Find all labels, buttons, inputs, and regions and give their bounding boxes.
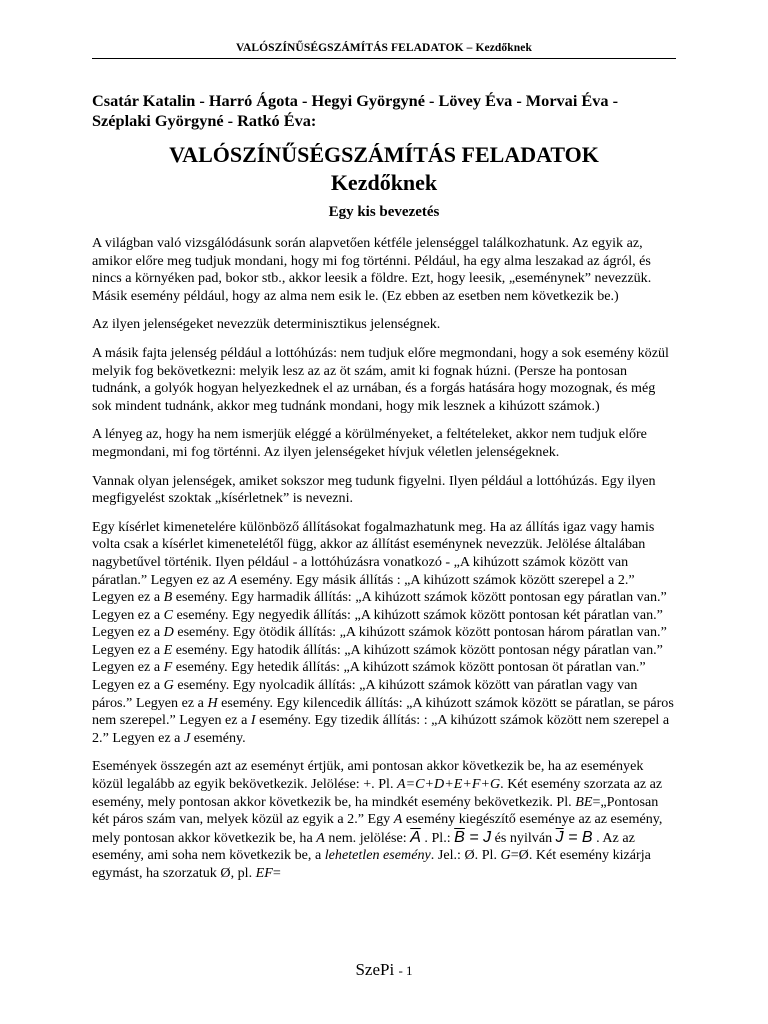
empty-set-symbol: Ø [464, 847, 475, 864]
p6-text: esemény. Egy másik állítás : „A kihúzott számok között szerepel a 2.” Legyen ez a [92, 571, 635, 606]
p6-text: esemény. Egy nyolcadik állítás: „A kihúzott számok között van páratlan vagy van páros.” Legyen ez a [92, 677, 638, 711]
impossible-event-term: lehetetlen esemény [324, 847, 431, 864]
footer-brand: SzePi [355, 960, 395, 979]
paragraph-2: Az ilyen jelenségeket nevezzük determinisztikus jelenségnek. [92, 316, 441, 333]
complement-a: $\overline{A}$ [410, 828, 421, 846]
event-g: G [163, 677, 174, 694]
p6-text: esemény. Egy ötödik állítás: „A kihúzott számok között pontosan három páratlan van.” Legyen ez a [92, 624, 667, 658]
product-ef: EF [255, 865, 273, 881]
event-e: E [163, 641, 173, 658]
complement-b: $\overline{B}$ [454, 828, 465, 846]
equals-j: = J [464, 828, 492, 846]
event-i: I [250, 712, 256, 729]
page-footer [0, 960, 768, 980]
p6-text: esemény. Egy tizedik állítás: : „A kihúzott számok között nem szerepel a 2.” Legyen ez a [92, 712, 670, 746]
authors-line-1: Csatár Katalin - Harró Ágota - Hegyi Györgyné - Lövey Éva - Morvai Éva - [92, 91, 619, 110]
equals-b: = B [563, 828, 593, 846]
event-a: A [393, 811, 403, 828]
p7-text: Események összegén azt az eseményt értjük, ami pontosan akkor következik be, ha az események közül legalább az egyik bekövetkezik. Jelölése: +. Pl. [92, 758, 644, 793]
p7-text: . Pl.: [420, 829, 455, 846]
event-f: F [163, 659, 173, 676]
p7-text: . Két esemény kizárja egymást, ha szorzatuk [92, 847, 651, 881]
product-be: BE [575, 793, 593, 810]
event-g: G [500, 847, 511, 864]
p6-text: Egy kísérlet kimenetelére különböző állításokat fogalmazhatunk meg. Ha az állítás igaz vagy hamis volta csak a kísérlet kimenetelétől függ, akkor az állítást eseménynek nevezzük. Jelölése általában nagybetűvel történik. Ilyen például - a lottóhúzásra vonatkozó - „A kihúzott számok között van páratlan.” Legyen ez az [92, 518, 655, 588]
p7-text: = [510, 847, 519, 864]
complement-j: $\overline{J}$ [555, 828, 564, 846]
event-h: H [207, 694, 218, 711]
p7-text: = [272, 865, 281, 881]
page-number: - 1 [398, 963, 413, 978]
paragraph-1: A világban való vizsgálódásunk során alapvetően kétféle jelenséggel találkozhatunk. Az egyik az, amikor előre meg tudjuk mondani, hogy mi fog történni. Például, ha egy alma leszakad az ágról, és nincs a környéken pad, bokor stb., akkor leesik a földre. Ezt, hogy leesik, „eseménynek” nevezzük. Másik esemény például, hogy az alma nem esik le. (Ez ebben az esetben nem következik be.) [92, 235, 652, 304]
title-line-2: Kezdőknek [330, 170, 438, 195]
event-b: B [163, 589, 173, 606]
p6-text: esemény. Egy kilencedik állítás: „A kihúzott számok között se páratlan, se páros nem szerepel.” Legyen ez a [92, 694, 674, 729]
event-a: A [316, 829, 325, 846]
p7-text: , pl. [230, 865, 256, 881]
section-heading: Egy kis bevezetés [328, 204, 440, 220]
authors [92, 91, 692, 131]
p7-text: és nyilván [491, 829, 556, 846]
paragraph-7 [92, 758, 678, 882]
p6-text: esemény. Egy hatodik állítás: „A kihúzott számok között pontosan négy páratlan van.” Legyen ez a [92, 641, 663, 676]
p6-text: esemény. [190, 729, 246, 746]
p7-text: . Pl. [474, 847, 501, 864]
p7-text: . Két esemény szorzata az az esemény, mely pontosan akkor következik be, ha mindkét esemény bekövetkezik. Pl. [92, 776, 663, 810]
empty-set-symbol: Ø [518, 847, 529, 864]
paragraph-4: A lényeg az, hogy ha nem ismerjük eléggé a körülményeket, a feltételeket, akkor nem tudjuk előre megmondani, mi fog történni. Az ilyen jelenségeket hívjuk véletlen jelenségeknek. [92, 426, 647, 460]
authors-line-2: Széplaki Györgyné - Ratkó Éva: [92, 111, 317, 130]
p6-text: esemény. Egy harmadik állítás: „A kihúzott számok között pontosan egy páratlan van.” Legyen ez a [92, 589, 667, 623]
paragraph-6 [92, 519, 678, 748]
p6-text: esemény. Egy negyedik állítás: „A kihúzott számok között pontosan két páratlan van.” Legyen ez a [92, 606, 663, 641]
p6-text: esemény. Egy hetedik állítás: „A kihúzott számok között pontosan öt páratlan van.” Legyen ez a [92, 659, 646, 694]
p7-text: =„Pontosan két páros szám van, melyek közül az egyik a 2.” Egy [92, 793, 659, 828]
running-header: VALÓSZÍNŰSÉGSZÁMÍTÁS FELADATOK – Kezdőknek [236, 42, 532, 54]
header-rule [92, 58, 676, 59]
p7-text: . Jel.: [430, 847, 465, 864]
paragraph-3: A másik fajta jelenség például a lottóhúzás: nem tudjuk előre megmondani, hogy a sok esemény közül melyik fog bekövetkezni: melyik lesz az az öt szám, amit ki fognak húzni. (Persze ha pontosan tudnánk, a golyók hogyan helyezkednek el az urnában, és a forgás hatására hogy mozognak, és még sok mindent tudnánk, akkor meg tudnánk mondani, hogy mik lesznek a kihúzott számok.) [92, 344, 669, 414]
paragraph-5: Vannak olyan jelenségek, amiket sokszor meg tudunk figyelni. Ilyen például a lottóhúzás. Egy ilyen megfigyelést szoktak „kísérletnek” is nevezni. [92, 472, 656, 507]
body-text [92, 235, 678, 894]
event-c: C [163, 606, 174, 623]
event-j: J [183, 729, 191, 746]
event-d: D [163, 624, 174, 641]
p7-text: esemény kiegészítő eseménye az az esemény, mely pontosan akkor következik be, ha [92, 811, 663, 846]
empty-set-symbol: Ø [220, 865, 231, 881]
title-line-1: VALÓSZÍNŰSÉGSZÁMÍTÁS FELADATOK [169, 142, 599, 167]
p7-text: . Az az esemény, ami soha nem következik be, a [92, 829, 635, 864]
event-a: A [228, 571, 238, 588]
document-title [92, 141, 676, 197]
sum-formula: A=C+D+E+F+G [397, 776, 501, 793]
p7-text: nem. jelölése: [324, 829, 411, 846]
